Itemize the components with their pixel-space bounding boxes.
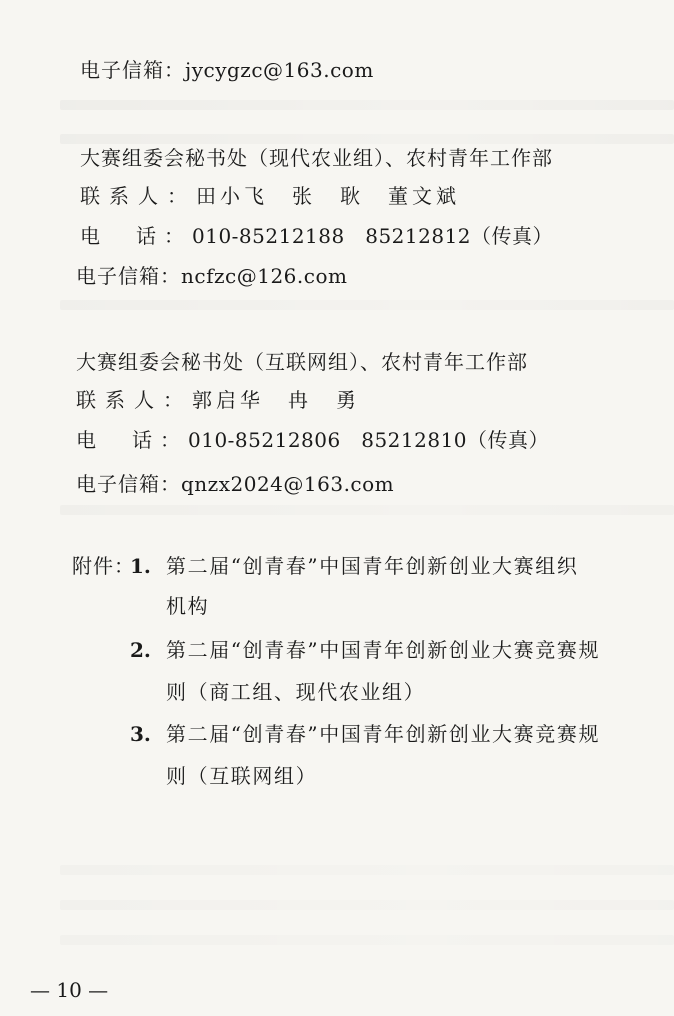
show-through-texture — [60, 900, 674, 910]
email-label: 电子信箱： — [80, 58, 185, 82]
email-address: ncfzc@126.com — [181, 264, 348, 288]
phone-number: 010-85212806 85212810（传真） — [188, 428, 550, 452]
phone-label: 电 话： — [80, 224, 192, 248]
attachment-number: 3. — [130, 722, 151, 746]
email-label: 电子信箱： — [76, 472, 181, 496]
show-through-texture — [60, 935, 674, 945]
email-line — [76, 262, 347, 290]
attachment-title-line1: 第二届“创青春”中国青年创新创业大赛竞赛规 — [166, 638, 601, 662]
contact-label: 联系人： — [80, 184, 196, 208]
page-number: — 10 — — [30, 978, 109, 1002]
email-line — [76, 470, 394, 498]
email-address: qnzx2024@163.com — [181, 472, 395, 496]
show-through-texture — [60, 505, 674, 515]
contact-names: 田小飞 张 耿 董文斌 — [196, 184, 460, 208]
contact-line — [80, 182, 460, 210]
show-through-texture — [60, 300, 674, 310]
phone-line — [80, 222, 553, 250]
attachment-title-line2: 则（互联网组） — [166, 764, 318, 788]
attachment-number: 2. — [130, 638, 151, 662]
phone-number: 010-85212188 85212812（传真） — [192, 224, 554, 248]
attachment-title-line1: 第二届“创青春”中国青年创新创业大赛组织 — [166, 554, 579, 578]
contact-line — [76, 386, 360, 414]
office-title: 大赛组委会秘书处（现代农业组）、农村青年工作部 — [80, 146, 553, 170]
phone-line — [76, 426, 549, 454]
phone-label: 电 话： — [76, 428, 188, 452]
show-through-texture — [60, 100, 674, 110]
contact-names: 郭启华 冉 勇 — [192, 388, 360, 412]
show-through-texture — [60, 134, 674, 144]
attachment-title-line2: 则（商工组、现代农业组） — [166, 680, 426, 704]
email-label: 电子信箱： — [76, 264, 181, 288]
contact-label: 联系人： — [76, 388, 192, 412]
email-address: jycygzc@163.com — [185, 58, 374, 82]
attachment-title-line2: 机构 — [166, 594, 210, 618]
office-title: 大赛组委会秘书处（互联网组）、农村青年工作部 — [76, 350, 528, 374]
email-line — [80, 56, 374, 84]
show-through-texture — [60, 865, 674, 875]
attachment-title-line1: 第二届“创青春”中国青年创新创业大赛竞赛规 — [166, 722, 601, 746]
attachments-label: 附件： — [72, 554, 135, 578]
attachment-number: 1. — [130, 554, 151, 578]
